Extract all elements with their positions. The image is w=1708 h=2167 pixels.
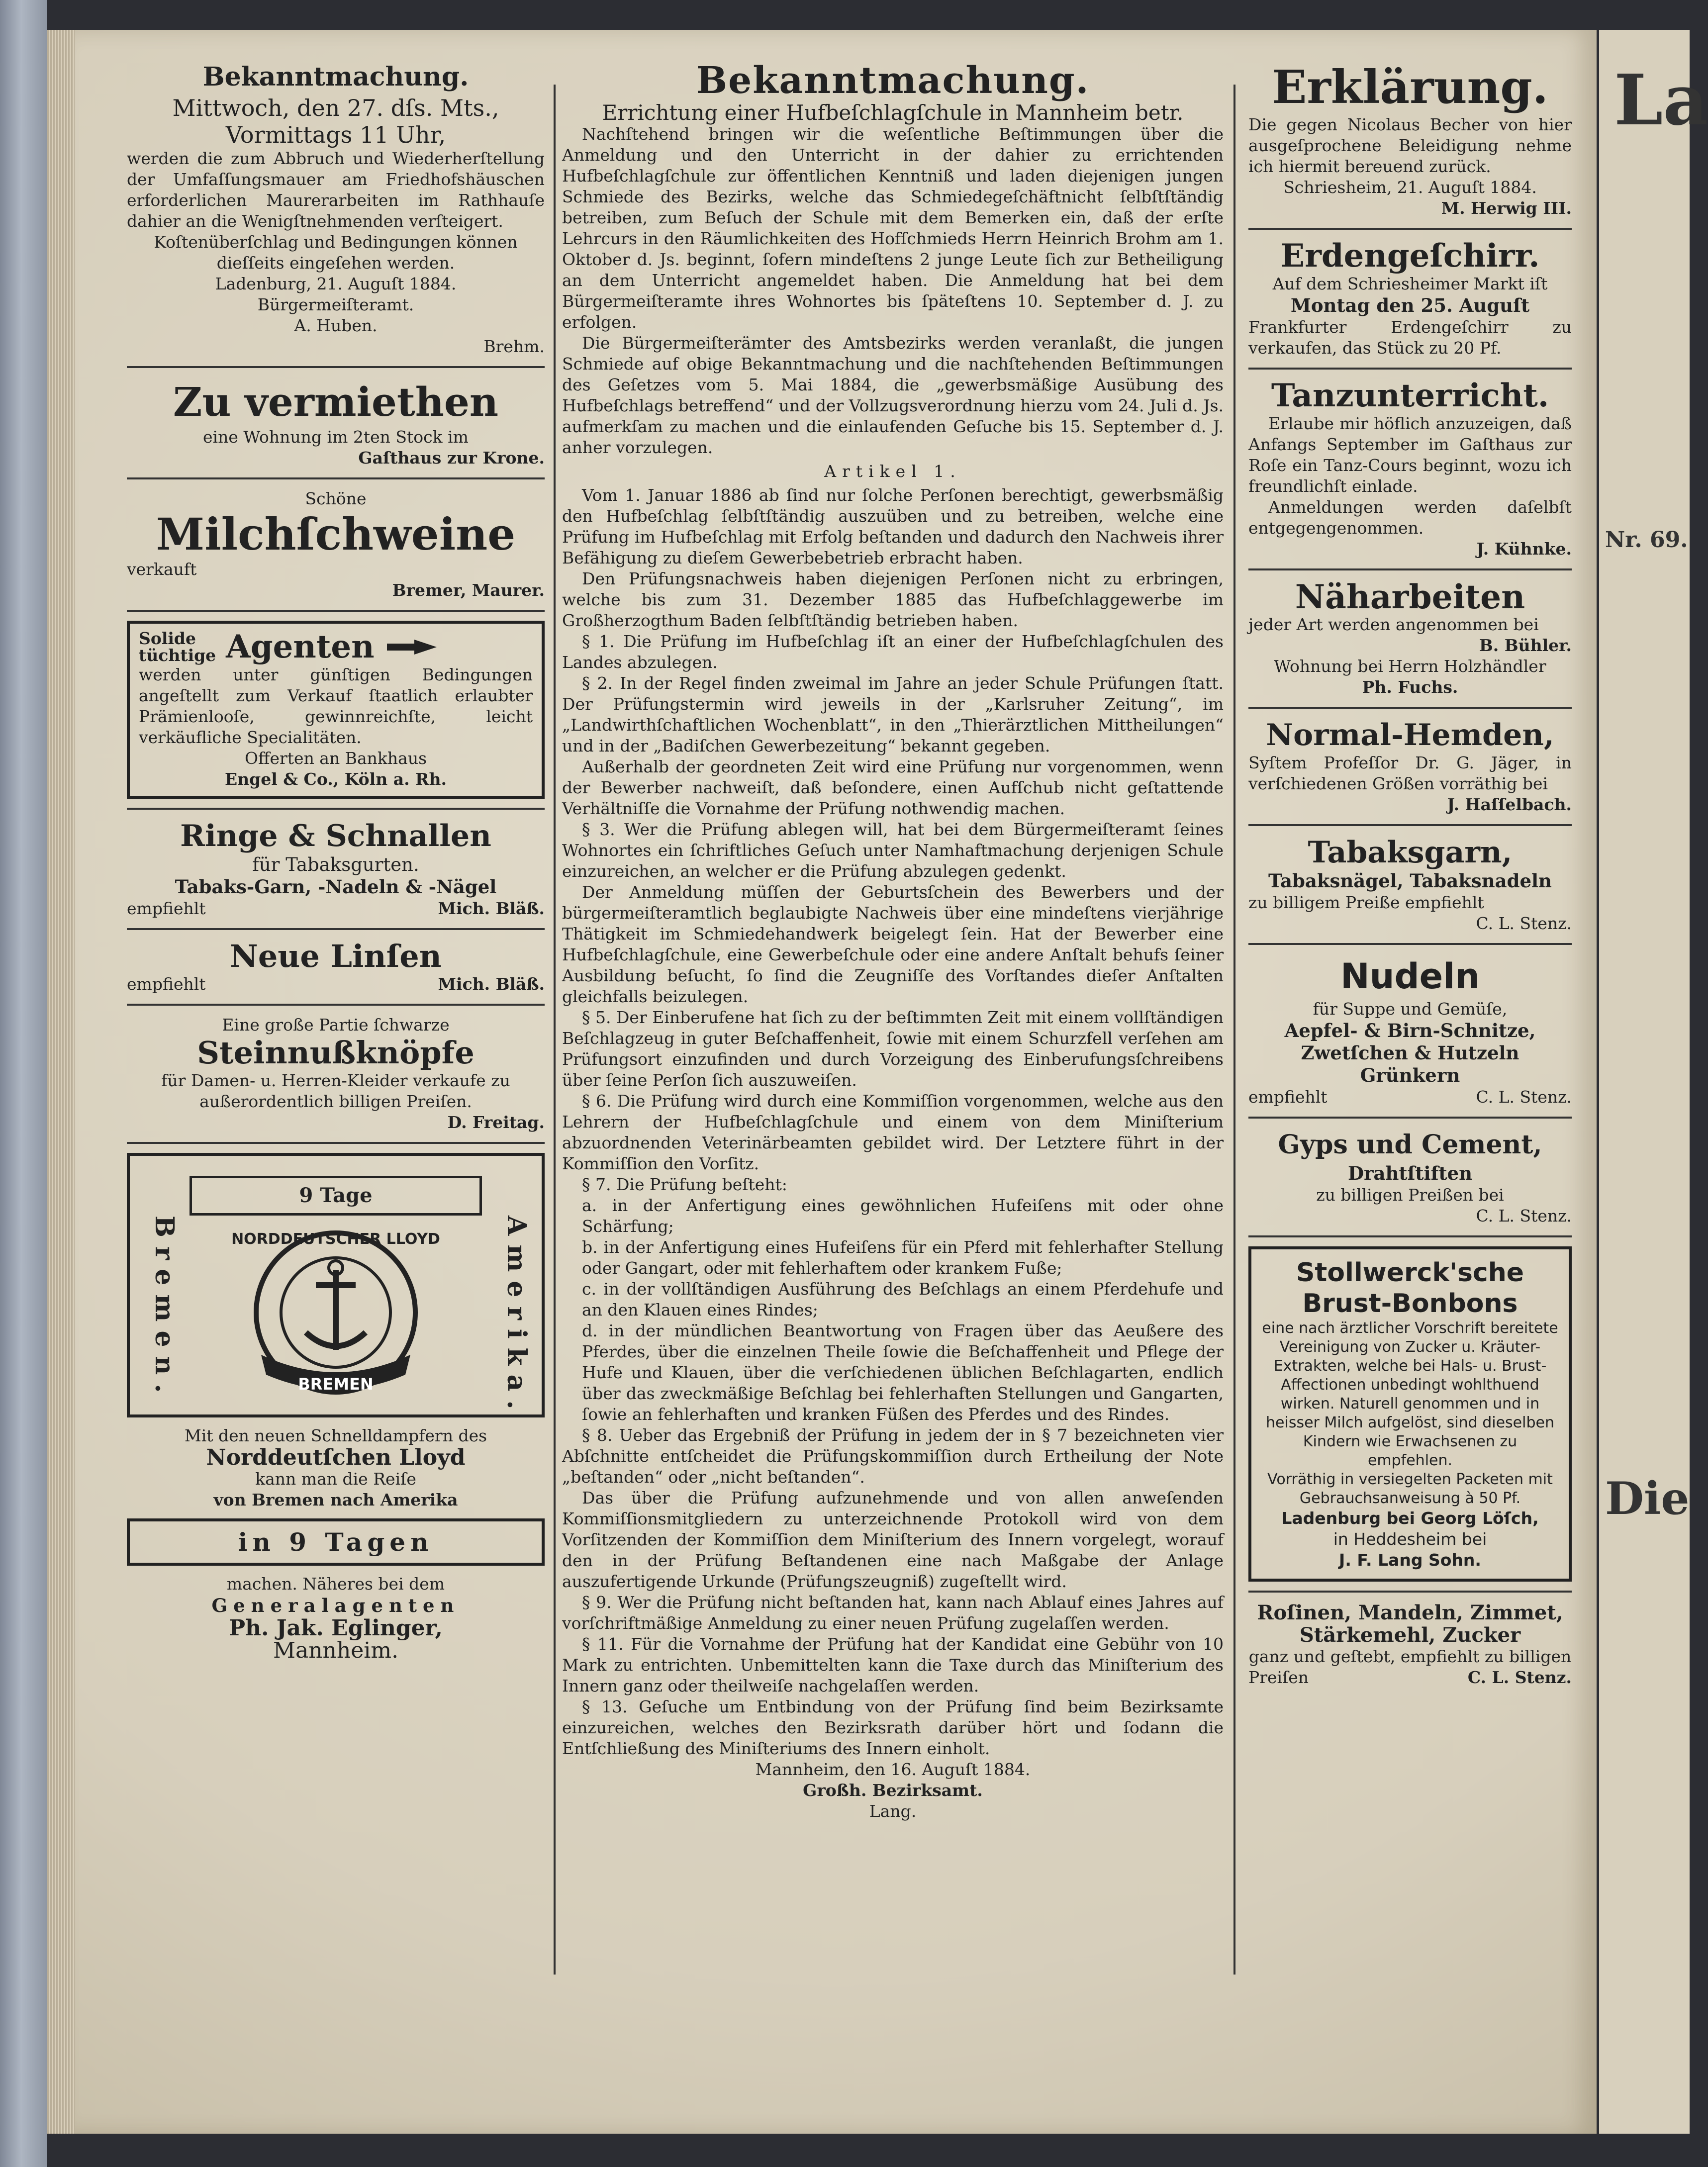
tanz-sign: J. Kühnke.	[1476, 539, 1572, 559]
naeh-body: jeder Art werden angenommen bei	[1248, 615, 1539, 634]
stein-body: für Damen- u. Herren-Kleider verkaufe zu außerordentlich billigen Preiſen.	[161, 1071, 510, 1111]
divider	[127, 928, 545, 930]
ship-line: Norddeutſchen Lloyd	[206, 1445, 466, 1470]
ship-box: in 9 Tagen	[127, 1518, 545, 1566]
erd-title: Erdengeſchirr.	[1280, 237, 1540, 275]
erd-body1: Auf dem Schriesheimer Markt iſt	[1272, 274, 1548, 293]
article-subtitle: Errichtung einer Hufbeſchlagſchule in Mannheim betr.	[602, 100, 1184, 125]
article-s7c: c. in der vollſtändigen Ausführung des Beſchlags an einem Pferdehufe und an den Klauen eines Rindes;	[582, 1279, 1224, 1319]
article-sign: Lang.	[869, 1801, 917, 1821]
ship-route: von Bremen nach Amerika	[213, 1490, 458, 1509]
zu-title: Zu vermiethen	[173, 378, 499, 425]
erd-date: Montag den 25. Auguſt	[1290, 294, 1530, 316]
naeh-sign: B. Bühler.	[1479, 636, 1572, 655]
column-rule-2	[1234, 85, 1235, 1975]
milch-title: Milchſchweine	[156, 508, 516, 560]
article-s2: § 2. In der Regel finden zweimal im Jahre an jeder Schule Prüfungen ſtatt. Der Prüfungstermin wird jeweils in der „Karlsruher Zeitung“, im „Landwirthſchaftlichen Wochenblatt“, in den „Thierärztlichen Mittheilungen“ und in der „Badiſchen Gewerbezeitung“ bekannt gegeben.	[562, 673, 1224, 755]
tabak-body: zu billigem Preiße empfiehlt	[1248, 893, 1484, 912]
stoll-body2: Vorräthig in versiegelten Packeten mit Gebrauchsanweisung à 50 Pf.	[1267, 1471, 1553, 1507]
erk-sign: M. Herwig III.	[1441, 198, 1572, 218]
erk-title: Erklärung.	[1272, 60, 1548, 114]
stein-sign: D. Freitag.	[447, 1113, 545, 1132]
bek-name: A. Huben.	[294, 316, 378, 335]
gyps-sub: Drahtſtiften	[1347, 1162, 1473, 1184]
tanz-body: Erlaube mir höflich anzuzeigen, daß Anfangs September im Gaſthaus zur Roſe ein Tanz-Cours beginnt, wozu ich freundlichſt einlade.	[1248, 414, 1572, 496]
divider	[127, 366, 545, 368]
article-s1: § 1. Die Prüfung im Hufbeſchlag iſt an einer der Hufbeſchlagſchulen des Landes abzulegen.	[562, 632, 1224, 672]
article-s3: § 3. Wer die Prüfung ablegen will, hat bei dem Bürgermeiſteramt ſeines Wohnortes ein ſchriftliches Geſuch unter Namhaftmachung derjenigen Schule einzureichen, an welcher er die Prüfung abzulegen gedenkt.	[562, 820, 1224, 881]
left-column	[127, 60, 545, 1662]
stoll-at3: J. F. Lang Sohn.	[1339, 1550, 1481, 1570]
hemd-title: Normal-Hemden,	[1266, 718, 1554, 753]
next-page-masthead: La	[1614, 60, 1708, 141]
agent-pre2: tüchtige	[139, 646, 216, 665]
seal-text-bottom: BREMEN	[298, 1375, 374, 1394]
bek-sign: Brehm.	[483, 337, 545, 356]
pointing-hand-icon	[384, 635, 439, 660]
column-rule-1	[554, 85, 556, 1975]
ringe-sub: für Tabaksgurten.	[252, 854, 419, 875]
milch-sign: Bremer, Maurer.	[392, 580, 545, 600]
agent-pre1: Solide	[139, 629, 196, 648]
nudeln-items: Aepfel- & Birn-Schnitze, Zwetſchen & Hutzeln Grünkern	[1284, 1020, 1536, 1086]
ros-body: ganz und geſtebt, empfiehlt zu billigen	[1248, 1647, 1572, 1666]
ros-body2: Preiſen	[1248, 1668, 1309, 1687]
divider	[1248, 1235, 1572, 1237]
naeh-title: Näharbeiten	[1295, 577, 1525, 616]
article-s9: § 9. Wer die Prüfung nicht beſtanden hat, kann nach Ablauf eines Jahres auf vorſchriftmäßige Anmeldung zu einer neuen Prüfung zugelaſſen werden.	[562, 1593, 1224, 1633]
ship-body1: Mit den neuen Schnelldampfern des	[184, 1426, 487, 1445]
divider	[127, 808, 545, 810]
stoll-body: eine nach ärztlicher Vorschrift bereitete Vereinigung von Zucker u. Kräuter-Extrakten, welche bei Hals- u. Brust-Affectionen unbedingt wohlthuend wirken. Naturell genommen und in heisser Milch aufgelöst, sind dieselben Kindern wie Erwachsenen zu empfehlen.	[1262, 1319, 1558, 1469]
ros-sub: Stärkemehl, Zucker	[1299, 1623, 1521, 1647]
zu-body: eine Wohnung im 2ten Stock im	[203, 427, 469, 447]
ship-days: 9 Tage	[190, 1176, 482, 1216]
bek-time: Vormittags 11 Uhr,	[225, 121, 446, 148]
ship-right: Amerika.	[501, 1216, 532, 1418]
article-s13: § 13. Geſuche um Entbindung von der Prüfung ſind beim Bezirksamte einzureichen, welches den Bezirksrath darüber hört und ſodann die Entſchließung des Miniſteriums des Innern einholt.	[562, 1697, 1224, 1758]
ship-left: Bremen.	[149, 1216, 180, 1402]
tanz-title: Tanzunterricht.	[1271, 377, 1549, 414]
article-s2b: Außerhalb der geordneten Zeit wird eine Prüfung nur vorgenommen, wenn der Bewerber nachweiſt, daß beſondere, einen Aufſchub nicht geſtattende Verhältniſſe die Vornahme der Prüfung nothwendig machen.	[562, 757, 1224, 818]
nudeln-sub: für Suppe und Gemüſe,	[1313, 999, 1508, 1019]
zu-place: Gaſthaus zur Krone.	[358, 448, 545, 468]
article-s7a: a. in der Anfertigung eines gewöhnlichen Hufeiſens mit oder ohne Schärfung;	[582, 1196, 1224, 1236]
agent-offer: Offerten an Bankhaus	[244, 749, 427, 768]
ringe-verb: empfiehlt	[127, 899, 206, 918]
book-binding	[0, 0, 47, 2167]
bek-office: Bürgermeiſteramt.	[257, 295, 414, 314]
linsen-sign: Mich. Bläß.	[438, 974, 545, 994]
bek-place: Ladenburg, 21. Auguſt 1884.	[215, 274, 457, 293]
article-s5: § 5. Der Einberufene hat ſich zu der beſtimmten Zeit mit einem vollſtändigen Beſchlagzeug in guter Beſchaffenheit, ſowie mit einem Schurzfell verſehen am Prüfungsort einzufinden und durch Vorzeigung des Einberufungsſchreibens über ſeine Perſon ſich auszuweiſen.	[562, 1008, 1224, 1090]
ringe-sign: Mich. Bläß.	[438, 899, 545, 918]
article-office: Großh. Bezirksamt.	[803, 1781, 983, 1800]
agent-ad	[127, 621, 545, 799]
divider	[127, 477, 545, 479]
bek-title: Bekanntmachung.	[202, 62, 469, 92]
stein-title: Steinnußknöpfe	[197, 1035, 474, 1071]
lloyd-ad	[127, 1153, 545, 1417]
middle-column	[562, 60, 1224, 1822]
erd-body2: Frankfurter Erdengeſchirr zu verkaufen, das Stück zu 20 Pf.	[1248, 317, 1572, 358]
ship-city: Mannheim.	[273, 1638, 399, 1663]
right-column	[1248, 60, 1572, 1688]
bek-body: werden die zum Abbruch und Wiederherſtellung der Umfaſſungsmauer am Friedhofshäuschen erforderlichen Maurerarbeiten im Rathhauſe dahier an die Wenigſtnehmenden verſteigert.	[127, 149, 545, 231]
gyps-sign: C. L. Stenz.	[1476, 1206, 1572, 1225]
article-s3b: Der Anmeldung müſſen der Geburtsſchein des Bewerbers und der bürgermeiſteramtlich beglaubigte Nachweis über eine mindeſtens vierjährige Thätigkeit im Schmiedehandwerk beigelegt ſein. Hat der Bewerber eine Hufbeſchlagſchule, eine Gewerbeſchule oder eine andere Anſtalt behufs ſeiner Ausbildung beſucht, ſo ſind die Zeugniſſe des Vorſtandes dieſer Anſtalten gleichfalls beizulegen.	[562, 882, 1224, 1006]
divider	[1248, 1117, 1572, 1119]
article-place: Mannheim, den 16. Auguſt 1884.	[755, 1760, 1031, 1779]
divider	[1248, 707, 1572, 709]
naeh-addr: Wohnung bei Herrn Holzhändler	[1274, 657, 1546, 676]
article-p1: Nachſtehend bringen wir die weſentliche Beſtimmungen über die Anmeldung und den Unterricht in der dahier zu errichtenden Hufbeſchlagſchule zur öffentlichen Kenntniß und laden diejenigen jungen Schmiede des Bezirks, welche das Schmiedegeſchäftnicht ſelbſtſtändig betreiben, zum Beſuch der Schule mit dem Bemerken ein, daß der erſte Lehrcurs in den Räumlichkeiten des Hofſchmieds Herrn Heinrich Brohm am 1. Oktober d. Js. beginnt, ſofern mindeſtens 2 junge Leute ſich zur Betheiligung an dem Unterricht angemeldet haben. Die Anmeldung hat bei dem Bürgermeiſteramte ihres Wohnortes bis ſpäteſtens 10. September d. J. zu erfolgen.	[562, 124, 1224, 332]
ringe-title: Ringe & Schnallen	[180, 819, 491, 853]
bek-date: Mittwoch, den 27. dſs. Mts.,	[172, 94, 499, 121]
linsen-verb: empfiehlt	[127, 974, 206, 994]
article-title: Bekanntmachung.	[696, 59, 1090, 102]
ship-agent-label: Generalagenten	[211, 1595, 460, 1616]
milch-pre: Schöne	[305, 489, 367, 508]
nudeln-title: Nudeln	[1340, 956, 1480, 997]
tanz-body2: Anmeldungen werden daſelbſt entgegengenommen.	[1248, 497, 1572, 538]
article-p4: Den Prüfungsnachweis haben diejenigen Perſonen nicht zu erbringen, welche bis zum 31. Dezember 1885 das Hufbeſchlaggewerbe im Großherzogthum Baden ſelbſtſtändig betrieben haben.	[562, 569, 1224, 630]
divider	[1248, 228, 1572, 230]
agent-title: Agenten	[226, 628, 375, 665]
stoll-title1: Stollwerck'sche	[1296, 1258, 1524, 1288]
page-edges	[47, 30, 77, 2134]
divider	[1248, 368, 1572, 370]
seal-text-top: NORDDEUTSCHER LLOYD	[231, 1230, 440, 1248]
article-art-title: Artikel 1.	[824, 462, 961, 481]
article-s7d: d. in der mündlichen Beantwortung von Fragen über das Aeußere des Pferdes, über die einzelnen Theile ſowie die Beſchaffenheit und Pflege der Hufe und Klauen, über die verſchiedenen üblichen Beſchlagarten, endlich über das zweckmäßige Beſchlag bei fehlerhaften Stellungen und Gangarten, ſowie an fehlerhaften und kranken Füßen des Pferdes und des Rindes.	[582, 1321, 1224, 1424]
divider	[1248, 1591, 1572, 1593]
ship-agent: Ph. Jak. Eglinger,	[229, 1615, 443, 1641]
ros-title: Roſinen, Mandeln, Zimmet,	[1257, 1601, 1563, 1624]
article-s8b: Das über die Prüfung aufzunehmende und von allen anweſenden Kommiſſionsmitgliedern zu unterzeichnende Protokoll wird von dem Vorſitzenden der Kommiſſion dem Miniſterium des Innern vorgelegt, worauf den in der Prüfung Beſtandenen eine nach Maßgabe der Anlage auszufertigende Urkunde (Prüfungszeugniß) zugeſtellt wird.	[562, 1488, 1224, 1591]
article-p2: Die Bürgermeiſterämter des Amtsbezirks werden veranlaßt, die jungen Schmiede auf obige Bekanntmachung und die nachſtehenden Beſtimmungen des Geſetzes vom 5. Mai 1884, die „gewerbsmäßige Ausübung des Hufbeſchlags betreffend“ und der Vollzugsverordnung hierzu vom 24. Juli d. Js. aufmerkſam zu machen und die einlaufenden Geſuche bis 15. September d. J. anher vorzulegen.	[562, 333, 1224, 457]
divider	[1248, 568, 1572, 570]
tabak-sub: Tabaksnägel, Tabaksnadeln	[1268, 870, 1552, 892]
next-page-nr: Nr. 69.	[1605, 527, 1688, 553]
article-p3: Vom 1. Januar 1886 ab ſind nur ſolche Perſonen berechtigt, gewerbsmäßig den Hufbeſchlag ſelbſtſtändig auszuüben und zu betreiben, welche eine Prüfung im Hufbeſchlag mit Erfolg beſtanden und dadurch den Nachweis ihrer Befähigung zu dieſem Gewerbebetrieb erbracht haben.	[562, 485, 1224, 567]
tabak-sign: C. L. Stenz.	[1476, 914, 1572, 933]
tabak-title: Tabaksgarn,	[1308, 835, 1513, 870]
article-s11: § 11. Für die Vornahme der Prüfung hat der Kandidat eine Gebühr von 10 Mark zu entrichten. Unbemittelten kann die Taxe durch das Miniſterium des Innern ganz oder theilweiſe nachgelaſſen werden.	[562, 1634, 1224, 1696]
divider	[127, 610, 545, 612]
stoll-title2: Brust-Bonbons	[1302, 1289, 1518, 1319]
nudeln-verb: empfiehlt	[1248, 1087, 1328, 1107]
divider	[127, 1004, 545, 1006]
hemd-body: Syſtem Profeſſor Dr. G. Jäger, in verſchiedenen Größen vorräthig bei	[1248, 753, 1572, 793]
gyps-title: Gyps und Cement,	[1278, 1130, 1542, 1160]
ringe-items: Tabaks-Garn, -Nadeln & -Nägel	[175, 876, 497, 898]
next-page-die: Die	[1605, 1472, 1690, 1525]
next-page-fragment	[1599, 30, 1708, 2134]
article-s7b: b. in der Anfertigung eines Hufeiſens für ein Pferd mit fehlerhafter Stellung oder Gangart, oder mit fehlerhaftem oder krankem Fuße;	[582, 1237, 1224, 1278]
erk-place: Schriesheim, 21. Auguſt 1884.	[1283, 178, 1537, 197]
ros-sign: C. L. Stenz.	[1467, 1668, 1572, 1687]
nudeln-sign: C. L. Stenz.	[1476, 1087, 1572, 1107]
stoll-at2: in Heddesheim bei	[1333, 1529, 1487, 1549]
stoll-at: Ladenburg bei Georg Löſch,	[1281, 1508, 1539, 1528]
article-s8: § 8. Ueber das Ergebniß der Prüfung in jedem der in § 7 bezeichneten vier Abſchnitte entſcheidet die Prüfungskommiſſion durch Ertheilung der Note „beſtanden“ oder „nicht beſtanden“.	[562, 1425, 1224, 1487]
article-s6: § 6. Die Prüfung wird durch eine Kommiſſion vorgenommen, welche aus den Lehrern der Hufbeſchlagſchule und einem von dem Miniſterium abzuordnenden Veterinärbeamten gebildet wird. Der Letztere führt in der Kommiſſion den Vorſitz.	[562, 1091, 1224, 1173]
gyps-body: zu billigen Preißen bei	[1316, 1185, 1504, 1205]
milch-verb: verkauft	[127, 560, 197, 579]
naeh-addr2: Ph. Fuchs.	[1362, 677, 1458, 697]
agent-body: werden unter günſtigen Bedingungen angeſtellt zum Verkauf ſtaatlich erlaubter Prämienlooſe, gewinnreichſte, leicht verkäufliche Specialitäten.	[139, 665, 533, 747]
hemd-sign: J. Haſſelbach.	[1447, 795, 1572, 814]
bek-body2: Koſtenüberſchlag und Bedingungen können dieſſeits eingeſehen werden.	[154, 232, 518, 273]
divider	[1248, 824, 1572, 826]
divider	[1248, 943, 1572, 945]
agent-bank: Engel & Co., Köln a. Rh.	[225, 769, 447, 789]
divider	[127, 1142, 545, 1144]
ship-body2: kann man die Reiſe	[255, 1469, 416, 1489]
article-s7: § 7. Die Prüfung beſteht:	[582, 1175, 787, 1194]
linsen-title: Neue Linſen	[230, 938, 442, 974]
ship-body3: machen. Näheres bei dem	[226, 1574, 445, 1594]
stein-pre: Eine große Partie ſchwarze	[222, 1015, 450, 1035]
erk-body: Die gegen Nicolaus Becher von hier ausgeſprochene Beleidigung nehme ich hiermit bereuend zurück.	[1248, 115, 1572, 176]
stollwerck-ad	[1248, 1246, 1572, 1582]
